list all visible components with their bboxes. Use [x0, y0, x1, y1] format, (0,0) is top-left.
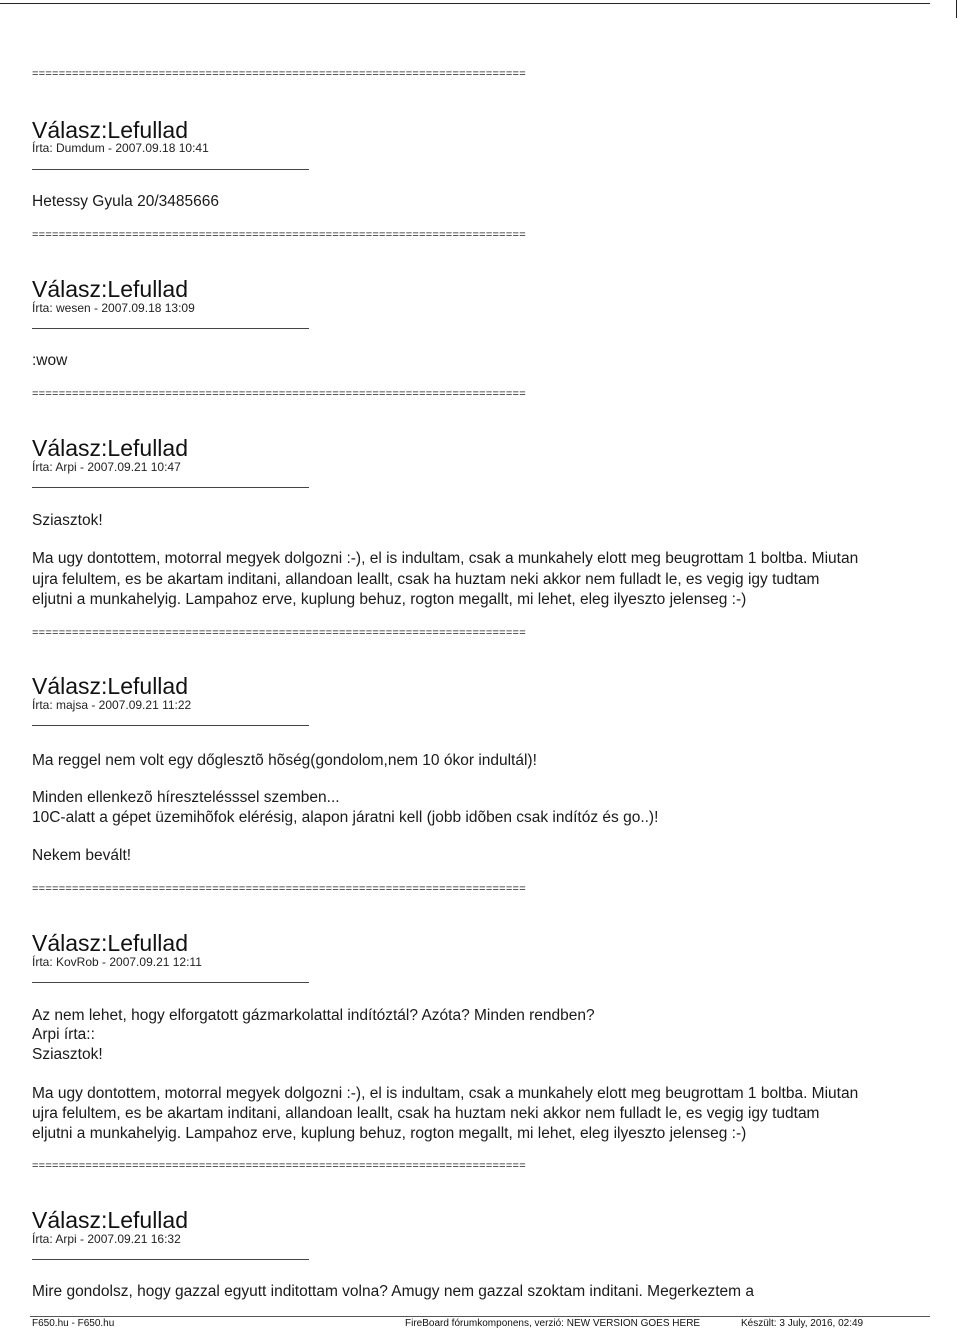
post-body-line: Sziasztok! — [32, 512, 103, 529]
post-separator: ========================================================================== — [32, 627, 526, 639]
post-body-line: Ma ugy dontottem, motorral megyek dolgozni :-), el is indultam, csak a munkahely elott meg beugrottam 1 boltba. Miutan — [32, 550, 859, 567]
post-rule — [32, 725, 309, 726]
post-rule — [32, 487, 309, 488]
post-meta: Írta: majsa - 2007.09.21 11:22 — [32, 698, 192, 712]
quote-body-line: Ma ugy dontottem, motorral megyek dolgozni :-), el is indultam, csak a munkahely elott meg beugrottam 1 boltba. Miutan — [32, 1085, 859, 1102]
post-rule — [32, 169, 309, 170]
post-body-line: Nekem bevált! — [32, 847, 132, 864]
post-meta: Írta: wesen - 2007.09.18 13:09 — [32, 301, 195, 315]
quote-body-line: ujra felultem, es be akartam inditani, allandoan leallt, csak ha huztam neki akkor nem fulladt le, es vegig igy tudtam — [32, 1105, 820, 1122]
post-body-line: Az nem lehet, hogy elforgatott gázmarkolattal indítóztál? Azóta? Minden rendben? — [32, 1007, 595, 1024]
post-meta: Írta: KovRob - 2007.09.21 12:11 — [32, 955, 202, 969]
footer-rule — [30, 1316, 930, 1317]
post-title: Válasz:Lefullad — [32, 1207, 188, 1233]
quote-body-line: eljutni a munkahelyig. Lampahoz erve, kuplung behuz, rogton megallt, mi lehet, eleg ilyeszto jelenseg :-) — [32, 1125, 747, 1142]
post-title: Válasz:Lefullad — [32, 435, 188, 461]
post-title: Válasz:Lefullad — [32, 930, 188, 956]
post-separator: ========================================================================== — [32, 883, 526, 895]
post-rule — [32, 1259, 309, 1260]
post-separator: ========================================================================== — [32, 229, 526, 241]
post-body-line: 10C-alatt a gépet üzemihõfok elérésig, alapon járatni kell (jobb idõben csak indítóz és go..)! — [32, 809, 659, 826]
quote-author-line: Arpi írta:: — [32, 1026, 95, 1043]
post-body-line: Mire gondolsz, hogy gazzal egyutt inditottam volna? Amugy nem gazzal szoktam inditani. Megerkeztem a — [32, 1283, 754, 1300]
post-body-line: ujra felultem, es be akartam inditani, allandoan leallt, csak ha huztam neki akkor nem fulladt le, es vegig igy tudtam — [32, 571, 820, 588]
post-meta: Írta: Arpi - 2007.09.21 16:32 — [32, 1232, 181, 1246]
post-meta: Írta: Arpi - 2007.09.21 10:47 — [32, 460, 181, 474]
page-corner-mark — [956, 0, 957, 18]
post-separator: ========================================================================== — [32, 388, 526, 400]
post-body-line: :wow — [32, 352, 68, 369]
post-title: Válasz:Lefullad — [32, 276, 188, 302]
post-separator: ========================================================================== — [32, 1160, 526, 1172]
footer-component: FireBoard fórumkomponens, verzió: NEW VERSION GOES HERE — [405, 1318, 701, 1329]
post-title: Válasz:Lefullad — [32, 673, 188, 699]
post-rule — [32, 982, 309, 983]
post-body-line: Hetessy Gyula 20/3485666 — [32, 193, 219, 210]
quote-body-line: Sziasztok! — [32, 1046, 103, 1063]
post-body-line: Ma reggel nem volt egy dőglesztõ hõség(gondolom,nem 10 ókor indultál)! — [32, 752, 537, 769]
post-body-line: Minden ellenkezõ híresztelésssel szemben... — [32, 789, 340, 806]
post-meta: Írta: Dumdum - 2007.09.18 10:41 — [32, 141, 209, 155]
footer-generated: Készült: 3 July, 2016, 02:49 — [741, 1318, 864, 1329]
post-title: Válasz:Lefullad — [32, 117, 188, 143]
footer-site: F650.hu - F650.hu — [32, 1318, 115, 1329]
post-separator: ========================================================================== — [32, 68, 526, 80]
post-rule — [32, 328, 309, 329]
page-top-border — [0, 3, 930, 4]
post-body-line: eljutni a munkahelyig. Lampahoz erve, kuplung behuz, rogton megallt, mi lehet, eleg ilyeszto jelenseg :-) — [32, 591, 747, 608]
